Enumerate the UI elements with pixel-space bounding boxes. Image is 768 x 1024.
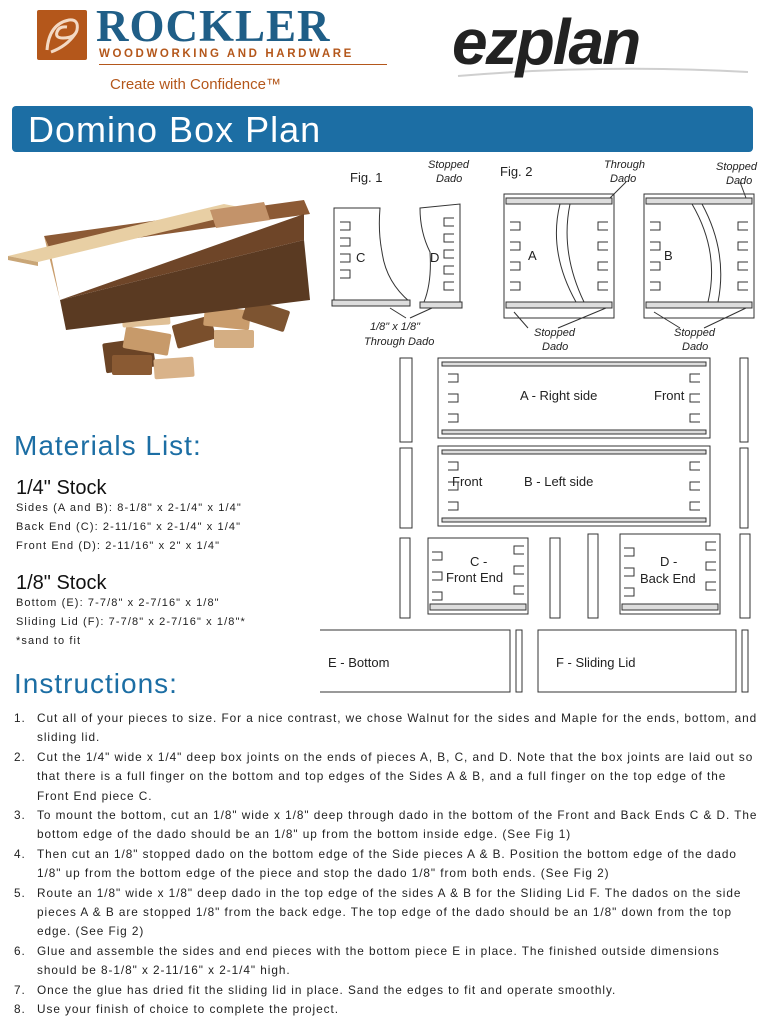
ezplan-logo-text: ezplan [452, 6, 640, 78]
material-line: Sides (A and B): 8-1/8" x 2-1/4" x 1/4" [16, 502, 242, 514]
fig2-stopped-dado-b-2: Dado [682, 341, 709, 353]
step-number: 6. [14, 943, 26, 958]
brand-divider [99, 64, 387, 65]
piece-c-label-2: Front End [446, 570, 504, 585]
piece-f-label: F - Sliding Lid [556, 655, 636, 670]
step-number: 3. [14, 808, 26, 823]
material-line: *sand to fit [16, 635, 82, 647]
fig1-stopped-dado-1: Stopped [428, 159, 469, 171]
plan-diagram [320, 152, 768, 700]
step-number: 5. [14, 885, 26, 900]
piece-d-label-2: Back End [640, 571, 696, 586]
instruction-step [14, 748, 762, 806]
piece-a-label: A - Right side [520, 388, 598, 403]
fig2-stopped-dado-a-1: Stopped [534, 327, 575, 339]
piece-e-label: E - Bottom [328, 655, 390, 670]
instruction-step [14, 1000, 762, 1019]
stock-group-title: 1/4" Stock [16, 477, 107, 499]
fig2-stopped-dado-a-2: Dado [542, 341, 569, 353]
step-number: 7. [14, 982, 26, 997]
material-line: Bottom (E): 7-7/8" x 2-7/16" x 1/8" [16, 597, 220, 609]
brand-subtitle: WOODWORKING AND HARDWARE [99, 48, 354, 60]
piece-b-front-label: Front [452, 474, 483, 489]
piece-a-front-label: Front [654, 388, 685, 403]
instruction-step [14, 845, 762, 884]
fig1-label-d: D [430, 250, 440, 265]
fig2-through-dado-1: Through [604, 159, 645, 171]
fig1-stopped-dado-2: Dado [436, 173, 463, 185]
fig1-label-c: C [356, 250, 366, 265]
fig2-stopped-dado-top-1: Stopped [716, 161, 757, 173]
step-number: 8. [14, 1002, 26, 1017]
material-line: Front End (D): 2-11/16" x 2" x 1/4" [16, 540, 221, 552]
instruction-step [14, 942, 762, 981]
instruction-step [14, 709, 762, 748]
materials-heading: Materials List: [14, 430, 202, 461]
fig2-label-b: B [664, 248, 673, 263]
fig2-stopped-dado-top-2: Dado [726, 175, 753, 187]
step-number: 4. [14, 846, 26, 861]
fig1-through-dado-2: Through Dado [364, 336, 435, 348]
step-text: Route an 1/8" wide x 1/8" deep dado in the top edge of the sides A & B for the Sliding Lid F. The dados on the side pieces A & B are stopped 1/8" from the back edge. The top edge of the dado should be an 1/8" down from the top edge. (See Fig 2) [37, 885, 742, 939]
fig2-through-dado-2: Dado [610, 173, 637, 185]
rockler-logo-icon [37, 10, 87, 60]
step-text: To mount the bottom, cut an 1/8" wide x 1/8" deep through dado in the bottom of the Front and Back Ends C & D. The bottom edge of the dado should be an 1/8" up from the bottom inside edge. (See Fig 1) [37, 808, 758, 842]
instructions-heading: Instructions: [14, 668, 178, 699]
tagline: Create with Confidence™ [110, 76, 281, 93]
step-number: 1. [14, 711, 26, 725]
fig2-stopped-dado-b-1: Stopped [674, 327, 715, 339]
step-number: 2. [14, 749, 26, 764]
step-text: Cut the 1/4" wide x 1/4" deep box joints on the ends of pieces A, B, C, and D. Note that the box joints are laid out so that there is a full finger on the bottom and top edges of the Sides A & B, and a full finger on the top edge of the Front End piece C. [37, 749, 754, 803]
step-text: Once the glue has dried fit the sliding lid in place. Sand the edges to fit and operate smoothly. [37, 982, 617, 997]
step-text: Then cut an 1/8" stopped dado on the bottom edge of the Side pieces A & B. Position the bottom edge of the dado 1/8" up from the bottom edge of the piece and stop the dado 1/8" from both ends. (See Fig 2) [37, 846, 737, 881]
piece-b-label: B - Left side [524, 474, 594, 489]
instructions-list [14, 709, 762, 1020]
material-line: Sliding Lid (F): 7-7/8" x 2-7/16" x 1/8"* [16, 616, 246, 628]
stock-group-title: 1/8" Stock [16, 572, 107, 594]
step-text: Use your finish of choice to complete the project. [37, 1002, 339, 1017]
fig2-label: Fig. 2 [500, 164, 533, 179]
brand-name: ROCKLER [96, 1, 331, 51]
piece-d-label-1: D - [660, 554, 678, 569]
domino-box-photo [4, 180, 316, 398]
fig2-label-a: A [528, 248, 537, 263]
ezplan-logo [450, 6, 750, 86]
fig1-label: Fig. 1 [350, 170, 383, 185]
step-text: Cut all of your pieces to size. For a nice contrast, we chose Walnut for the sides and Maple for the ends, bottom, and sliding lid. [37, 711, 758, 745]
instruction-step [14, 806, 762, 845]
piece-c-label-1: C - [470, 554, 488, 569]
instruction-step [14, 981, 762, 1000]
material-line: Back End (C): 2-11/16" x 2-1/4" x 1/4" [16, 521, 242, 533]
step-text: Glue and assemble the sides and end pieces with the bottom piece E in place. The finished outside dimensions should be 8-1/8" x 2-11/16" x 2-1/4" high. [37, 943, 720, 978]
instruction-step [14, 884, 762, 942]
page-title: Domino Box Plan [28, 109, 322, 150]
fig1-through-dado-1: 1/8" x 1/8" [370, 321, 421, 333]
